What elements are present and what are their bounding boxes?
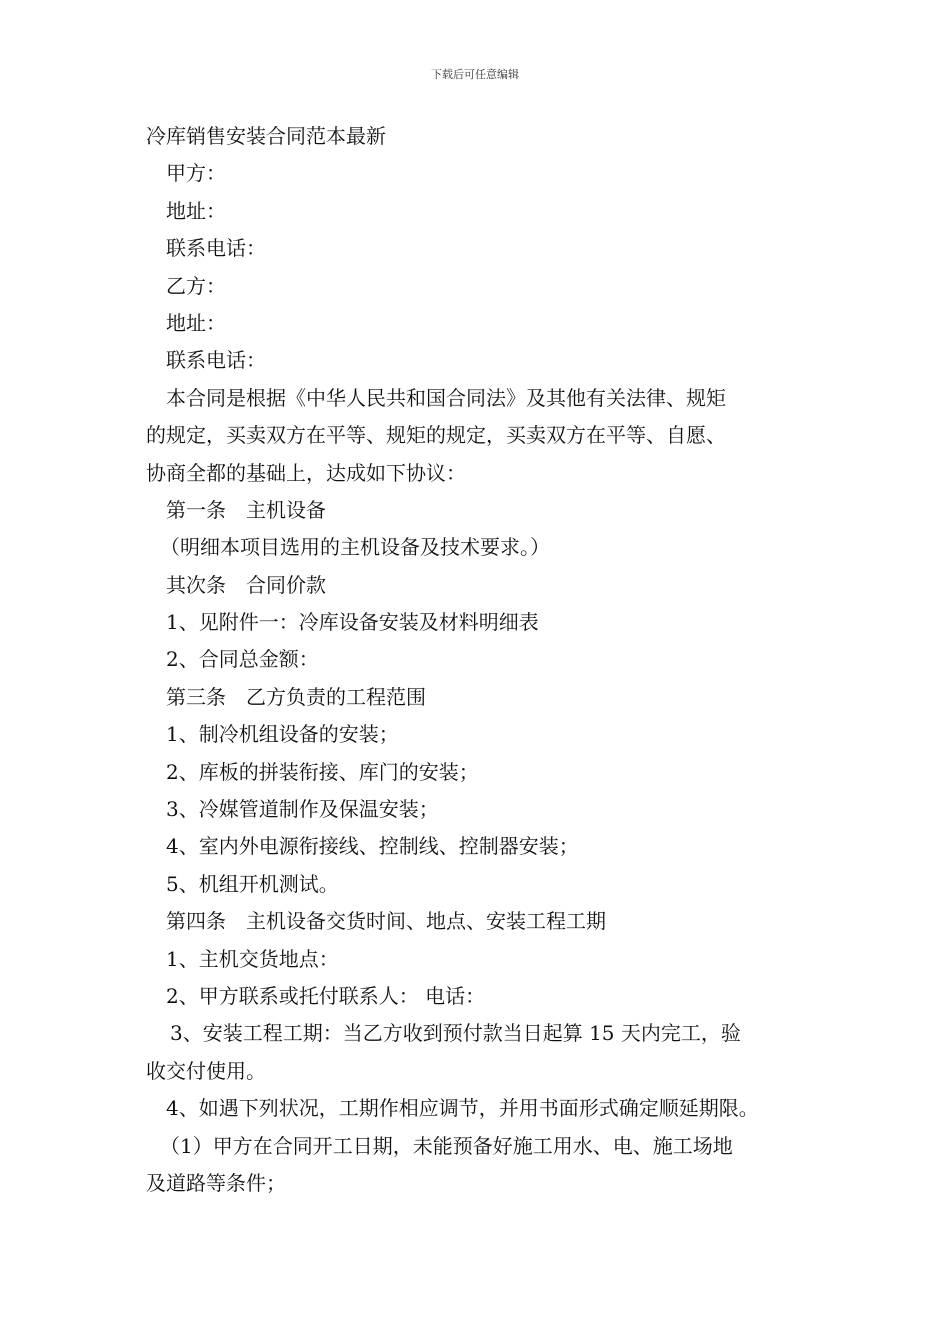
- party-b-label: 乙方：: [166, 273, 226, 298]
- article-3-item-1: 1、制冷机组设备的安装；: [166, 722, 399, 747]
- article-1-note: （明细本项目选用的主机设备及技术要求。）: [160, 535, 550, 560]
- party-a-phone: 联系电话：: [166, 236, 266, 261]
- article-4-item-4: 4、如遇下列状况，工期作相应调节，并用书面形式确定顺延期限。: [166, 1096, 759, 1121]
- article-4-item-2: 2、甲方联系或托付联系人： 电话：: [166, 983, 486, 1008]
- document-body: [146, 118, 810, 1202]
- preamble-line-2: 的规定，买卖双方在平等、规矩的规定，买卖双方在平等、自愿、: [146, 423, 726, 448]
- page-header-note: 下载后可任意编辑: [431, 68, 519, 81]
- article-3-item-3: 3、冷媒管道制作及保温安装；: [166, 797, 439, 822]
- article-3-item-2: 2、库板的拼装衔接、库门的安装；: [166, 759, 479, 784]
- party-b-phone: 联系电话：: [166, 348, 266, 373]
- preamble-line-1: 本合同是根据《中华人民共和国合同法》及其他有关法律、规矩: [166, 385, 726, 410]
- article-3-heading: 第三条 乙方负责的工程范围: [166, 684, 426, 709]
- document-title: 冷库销售安装合同范本最新: [146, 124, 386, 148]
- article-4-heading: 第四条 主机设备交货时间、地点、安装工程工期: [166, 909, 606, 934]
- party-a-address: 地址：: [166, 198, 226, 223]
- article-4-sub-1-line-2: 及道路等条件；: [146, 1170, 286, 1195]
- article-4-item-3-line-2: 收交付使用。: [146, 1058, 266, 1083]
- preamble-line-3: 协商全都的基础上，达成如下协议：: [146, 460, 466, 485]
- party-b-address: 地址：: [166, 310, 226, 335]
- article-2-heading: 其次条 合同价款: [166, 572, 326, 597]
- article-4-item-1: 1、主机交货地点：: [166, 946, 339, 971]
- party-a-label: 甲方：: [166, 161, 226, 186]
- article-4-sub-1-line-1: （1）甲方在合同开工日期，未能预备好施工用水、电、施工场地: [160, 1133, 733, 1158]
- article-3-item-5: 5、机组开机测试。: [166, 871, 339, 896]
- article-1-heading: 第一条 主机设备: [166, 497, 326, 522]
- article-3-item-4: 4、室内外电源衔接线、控制线、控制器安装；: [166, 834, 579, 859]
- article-2-item-2: 2、合同总金额：: [166, 647, 319, 672]
- article-4-item-3-line-1: 3、安装工程工期：当乙方收到预付款当日起算 15 天内完工，验: [170, 1021, 741, 1046]
- article-2-item-1: 1、见附件一：冷库设备安装及材料明细表: [166, 610, 539, 635]
